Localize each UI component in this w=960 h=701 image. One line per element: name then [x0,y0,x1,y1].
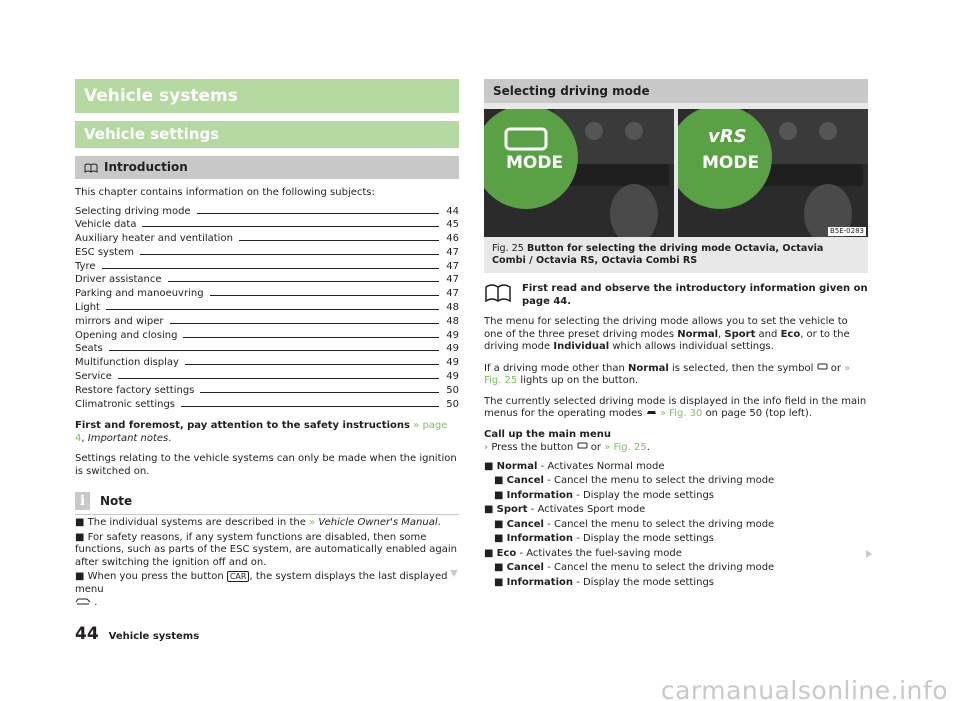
p1-sep: , [718,328,722,340]
symbol-paragraph [484,362,868,388]
toc-page: 48 [446,302,459,314]
mode-line: ■ Normal - Activates Normal mode [484,460,665,472]
toc-leader [109,350,439,351]
mode-line: ■ Eco - Activates the fuel-saving mode [484,547,682,559]
mode-name: Sport [496,504,528,515]
mode-desc: - Activates Normal mode [540,460,665,472]
sub-name: Information [506,533,573,544]
read-first-note [484,283,868,308]
toc-page: 49 [446,329,459,341]
sub-name: Information [506,576,573,588]
car-icon [646,408,657,416]
toc-row[interactable] [75,371,459,385]
mode-desc: - Activates Sport mode [530,504,646,515]
p1-text-c: which allows individual settings. [612,341,774,352]
mode-label-left: MODE [506,153,564,173]
sub-name: Information [506,489,573,501]
toc-label: Driver assistance [75,274,162,286]
vrs-logo: vRS [708,126,747,147]
mode-sub-line: ■ Information - Display the mode settings [494,576,715,588]
p2-normal: Normal [628,362,669,374]
mode-label-right: MODE [702,153,760,173]
call-text: Press the button [491,442,574,453]
subsection-header [75,156,459,179]
mode-line: ■ Sport - Activates Sport mode [484,504,646,515]
toc-page: 49 [446,371,459,383]
photo-octavia-rs [678,109,868,237]
toc-leader [197,213,439,214]
note-item-3: ■ When you press the button CAR , the system displays the last displayed menu . [75,571,448,609]
toc-leader [170,323,439,324]
toc-label: Multifunction display [75,357,179,369]
toc-label: Selecting driving mode [75,205,191,217]
toc-page: 49 [446,343,459,355]
note-3-end: . [94,597,98,609]
book-icon-large [484,283,512,303]
toc-row[interactable] [75,343,459,357]
note-label: Note [100,494,133,509]
figure [484,103,868,273]
console-illustration-right [678,109,868,237]
toc-row[interactable] [75,274,459,288]
toc-page: 50 [446,398,459,410]
call-menu-step [484,441,868,455]
read-first-text: First read and observe the introductory information given on page 44. [522,283,868,307]
toc-row[interactable] [75,385,459,399]
right-column [484,79,868,589]
mode-sub-line: ■ Information - Display the mode settings [494,489,715,501]
toc-row[interactable] [75,316,459,330]
safety-sep: , [81,432,85,444]
toc-leader [181,406,439,407]
sub-desc: - Display the mode settings [576,533,715,544]
section-heading: Selecting driving mode [484,79,868,103]
section-title: Vehicle settings [75,121,459,148]
mode-name: Normal [496,460,538,472]
toc-row[interactable] [75,399,459,413]
figure-code: B5E-0283 [829,227,864,235]
info-icon: i [75,492,90,510]
toc-page: 47 [446,246,459,258]
mode-item [484,504,868,546]
call-fig-link[interactable]: » Fig. 25 [604,442,647,453]
info-field-paragraph [484,396,868,421]
mode-sub-line: ■ Information - Display the mode settings [494,533,715,544]
note-3-text: When you press the button [87,571,224,583]
toc-page: 50 [446,384,459,396]
toc-label: ESC system [75,246,134,258]
sub-name: Cancel [506,562,544,573]
note-header [75,492,459,510]
p3-fig-link[interactable]: » Fig. 30 [659,408,703,419]
figure-number: Fig. 25 [492,243,524,254]
call-end: . [646,442,650,453]
p1-text-a: The menu for selecting the driving mode allows you to set the vehicle to one of the three preset driving modes [484,316,848,340]
footer-chapter: Vehicle systems [108,631,200,642]
toc-label: Parking and manoeuvring [75,288,204,300]
toc-label: mirrors and wiper [75,315,164,327]
call-menu-heading: Call up the main menu [484,428,611,440]
toc-row[interactable] [75,357,459,371]
toc-leader [118,378,439,379]
note-1-end: . [437,517,441,529]
toc-page: 45 [446,219,459,231]
page-number: 44 [75,624,99,644]
modes-list [484,461,868,590]
continue-marker [866,550,872,558]
toc-page: 47 [446,288,459,300]
toc-row[interactable] [75,219,459,233]
p2-or: or [830,362,841,374]
p2-text-c: lights up on the button. [520,375,639,386]
toc-row[interactable] [75,330,459,344]
p2-text-a: If a driving mode other than [484,362,625,374]
safety-bold: First and foremost, pay attention to the safety instructions [75,420,410,432]
sub-desc: - Cancel the menu to select the driving mode [547,518,775,530]
toc-row[interactable] [75,233,459,247]
mode-car-icon [817,362,828,371]
sub-desc: - Cancel the menu to select the driving mode [547,562,775,573]
toc-page: 47 [446,274,459,286]
toc-leader [183,337,439,338]
photo-octavia [484,109,674,237]
toc-row[interactable] [75,206,459,220]
toc-leader [239,240,439,241]
safety-paragraph [75,420,459,445]
safety-page-link[interactable]: » page 4 [75,420,448,444]
sub-desc: - Cancel the menu to select the driving mode [547,475,775,486]
note-1-link[interactable]: » [309,517,316,529]
sub-name: Cancel [506,518,544,530]
page-footer [75,624,200,644]
toc-leader [168,281,439,282]
settings-paragraph: Settings relating to the vehicle systems can only be made when the ignition is switched on. [75,453,457,477]
toc-leader [142,226,439,227]
figure-caption-text: Button for selecting the driving mode Octavia, Octavia Combi / Octavia RS, Octavia Combi RS [492,243,824,266]
toc-label: Vehicle data [75,219,137,231]
toc-label: Light [75,302,100,314]
console-illustration-left [484,109,674,237]
toc-label: Seats [75,343,103,355]
menu-car-icon [75,596,91,605]
safety-italic: Important notes [87,432,169,444]
mode-name: Eco [496,547,517,559]
p1-eco: Eco [780,328,801,340]
toc-leader [185,364,439,365]
toc-label: Service [75,371,112,383]
step-arrow: › [484,442,489,453]
mode-button-icon [577,441,588,450]
p1-individual: Individual [553,341,610,352]
book-icon [84,163,98,173]
car-key: CAR [227,571,250,582]
p1-and: and [758,328,778,340]
mode-sub-line: ■ Cancel - Cancel the menu to select the driving mode [494,475,775,486]
mode-sub-line: ■ Cancel - Cancel the menu to select the driving mode [494,518,775,530]
toc-leader [210,295,439,296]
toc-list [75,206,459,413]
left-column [75,79,459,610]
safety-end: . [168,432,172,444]
toc-leader [200,392,439,393]
toc-leader [140,254,439,255]
note-divider [75,514,459,515]
p1-text-b: , or to the driving mode [484,328,850,352]
figure-images [484,109,868,237]
call-or: or [590,442,601,453]
driving-mode-paragraph [484,316,868,354]
sub-desc: - Display the mode settings [576,576,715,588]
toc-page: 47 [446,260,459,272]
sub-desc: - Display the mode settings [576,489,715,501]
p2-fig-link[interactable]: » Fig. 25 [484,362,851,386]
toc-page: 49 [446,357,459,369]
note-1-text: The individual systems are described in the [87,517,306,529]
toc-label: Climatronic settings [75,398,176,410]
toc-row[interactable] [75,261,459,275]
toc-page: 48 [446,315,459,327]
sub-name: Cancel [506,475,544,486]
toc-page: 44 [446,205,459,217]
toc-label: Opening and closing [75,329,178,341]
toc-leader [106,309,439,310]
chapter-title: Vehicle systems [75,79,459,113]
toc-label: Restore factory settings [75,384,195,396]
toc-label: Auxiliary heater and ventilation [75,233,233,245]
p3-text-b: on page 50 (top left). [705,408,812,419]
intro-text: This chapter contains information on the following subjects: [75,187,375,198]
p1-normal: Normal [677,328,719,340]
note-3-post: , the system displays the last displayed menu [75,571,448,595]
figure-caption [484,237,868,267]
toc-row[interactable] [75,302,459,316]
subsection-title: Introduction [104,160,188,174]
section-end-marker [450,570,458,577]
watermark: carmanualsonline.info [660,675,948,701]
note-item-2: ■ For safety reasons, if any system functions are disabled, then some functions, such as parts of the ESC system, are automatically enabled again after switching the ignition off and on. [75,531,457,568]
note-1-italic: Vehicle Owner's Manual [318,517,438,529]
toc-row[interactable] [75,247,459,261]
mode-sub-line: ■ Cancel - Cancel the menu to select the driving mode [494,562,775,573]
toc-label: Tyre [75,260,96,272]
toc-row[interactable] [75,288,459,302]
p1-sport: Sport [724,328,756,340]
note-2-text: For safety reasons, if any system functions are disabled, then some functions, such as parts of the ESC system, are automatically enabled again after switching the ignition off and on. [75,531,457,568]
p3-text-a: The currently selected driving mode is displayed in the info field in the main menus for the operating modes [484,395,867,419]
mode-item [484,548,868,590]
mode-item [484,461,868,503]
mode-desc: - Activates the fuel-saving mode [519,547,682,559]
toc-leader [102,268,439,269]
p2-text-b: is selected, then the symbol [672,362,814,374]
note-item-1: ■ The individual systems are described in the » Vehicle Owner's Manual. [75,517,441,529]
toc-page: 46 [446,233,459,245]
